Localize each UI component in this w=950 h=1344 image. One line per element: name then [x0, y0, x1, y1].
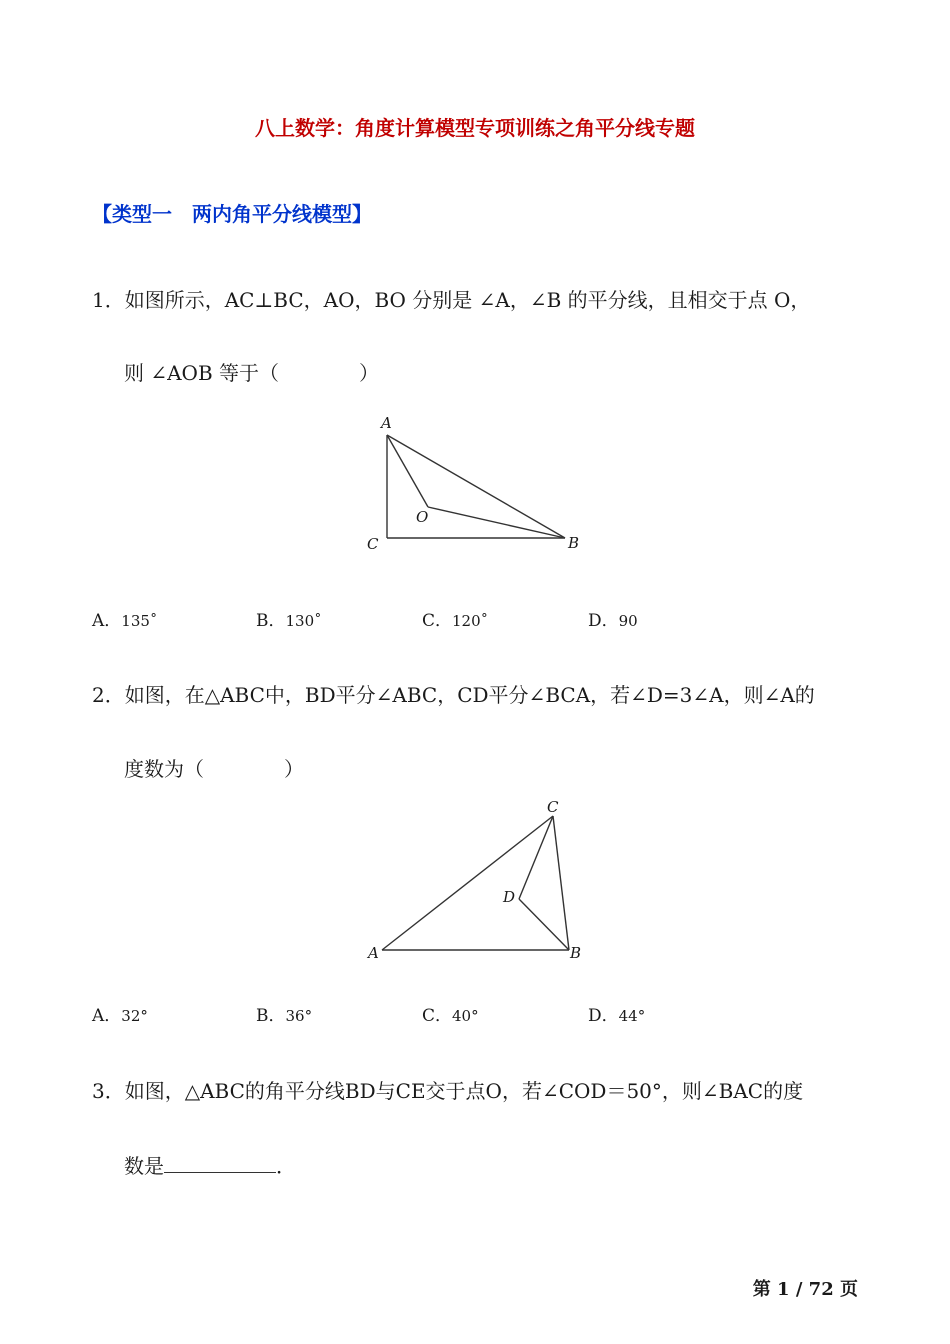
label-b: B	[570, 944, 582, 962]
label-c: C	[547, 798, 559, 816]
segment-ab	[387, 435, 565, 538]
question-2-figure	[360, 795, 600, 970]
page-title: 八上数学：角度计算模型专项训练之角平分线专题	[255, 116, 695, 140]
segment-ac	[382, 816, 553, 950]
q1-option-b: B．130˚	[256, 611, 322, 631]
section-heading: 【类型一 两内角平分线模型】	[92, 202, 372, 226]
label-c: C	[367, 535, 379, 553]
q1-option-c: C．120˚	[422, 611, 489, 631]
segment-db	[519, 899, 569, 950]
label-d: D	[503, 888, 516, 906]
segment-cb	[553, 816, 569, 950]
label-a: A	[368, 944, 379, 962]
question-2-text-cont: 度数为（ ）	[124, 757, 304, 781]
question-3-text: 3．如图，△ABC的角平分线BD与CE交于点O，若∠COD＝50°，则∠BAC的度	[92, 1079, 804, 1103]
answer-blank[interactable]	[164, 1154, 276, 1173]
segment-ob	[428, 507, 565, 538]
q2-option-b: B．36°	[256, 1006, 313, 1026]
label-a: A	[381, 414, 392, 432]
question-3-text-cont: 数是 ．	[124, 1154, 296, 1178]
q2-option-a: A．32°	[92, 1006, 148, 1026]
q1-option-d: D．90	[588, 611, 638, 631]
question-1-text-cont: 则 ∠AOB 等于（ ）	[124, 361, 380, 385]
segment-ao	[387, 435, 428, 507]
page-number: 第 1 / 72 页	[752, 1279, 858, 1300]
q2-option-c: C．40°	[422, 1006, 479, 1026]
question-1-text: 1．如图所示，AC⊥BC，AO，BO 分别是 ∠A，∠B 的平分线，且相交于点 O，	[92, 288, 811, 312]
label-o: O	[416, 508, 429, 526]
question-1-figure	[360, 410, 600, 560]
q2-option-d: D．44°	[588, 1006, 646, 1026]
question-2-text: 2．如图，在△ABC中，BD平分∠ABC，CD平分∠BCA，若∠D=3∠A，则∠A的	[92, 683, 815, 707]
label-b: B	[568, 534, 580, 552]
q1-option-a: A．135˚	[92, 611, 158, 631]
